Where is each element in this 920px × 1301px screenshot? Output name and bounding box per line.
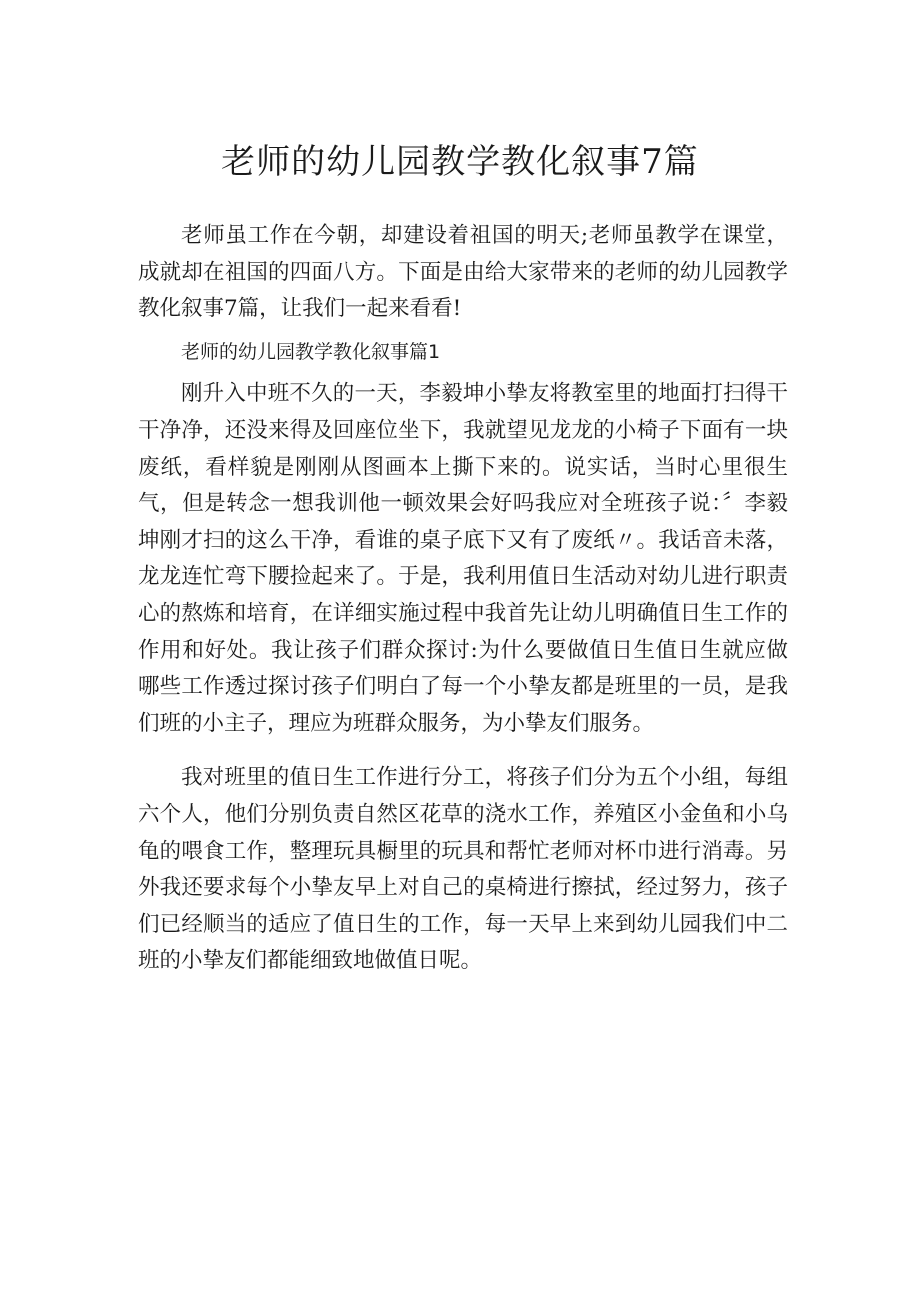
paragraph-spacer — [138, 742, 788, 760]
intro-paragraph: 老师虽工作在今朝，却建设着祖国的明天;老师虽教学在课堂，成就却在祖国的四面八方。下面是由给大家带来的老师的幼儿园教学教化叙事7篇，让我们一起来看看! — [138, 223, 788, 322]
body-paragraph-1: 刚升入中班不久的一天，李毅坤小挚友将教室里的地面打扫得干干净净，还没来得及回座位坐下，我就望见龙龙的小椅子下面有一块废纸，看样貌是刚刚从图画本上撕下来的。说实话，当时心里很生气，但是转念一想我训他一顿效果会好吗我应对全班孩子说：〞李毅坤刚才扫的这么干净，看谁的桌子底下又有了废纸〃。我话音未落，龙龙连忙弯下腰捡起来了。于是，我利用值日生活动对幼儿进行职责心的熬炼和培育，在详细实施过程中我首先让幼儿明确值日生工作的作用和好处。我让孩子们群众探讨:为什么要做值日生值日生就应做哪些工作透过探讨孩子们明白了每一个小挚友都是班里的一员，是我们班的小主子，理应为班群众服务，为小挚友们服务。 — [138, 381, 788, 736]
document-body — [138, 218, 788, 980]
section-heading: 老师的幼儿园教学教化叙事篇1 — [181, 340, 441, 363]
document-title: 老师的幼儿园教学教化叙事7篇 — [221, 142, 699, 182]
body-paragraph-2: 我对班里的值日生工作进行分工，将孩子们分为五个小组，每组六个人，他们分别负责自然区花草的浇水工作，养殖区小金鱼和小乌龟的喂食工作，整理玩具橱里的玩具和帮忙老师对杯巾进行消毒。另外我还要求每个小挚友早上对自己的桌椅进行擦拭，经过努力，孩子们已经顺当的适应了值日生的工作，每一天早上来到幼儿园我们中二班的小挚友们都能细致地做值日呢。 — [138, 765, 788, 974]
